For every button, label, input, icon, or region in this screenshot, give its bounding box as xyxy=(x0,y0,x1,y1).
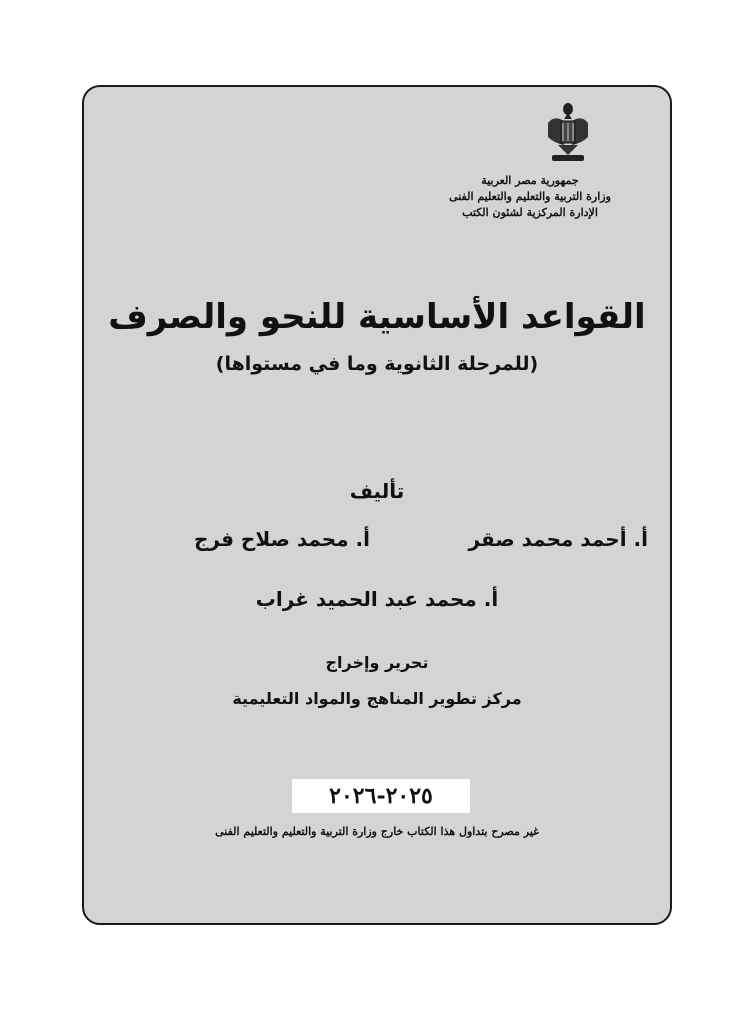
ministry-header xyxy=(420,173,640,221)
book-subtitle: (للمرحلة الثانوية وما في مستواها) xyxy=(215,353,539,375)
ministry-line-country: جمهورية مصر العربية xyxy=(481,174,579,187)
author-name: أ. محمد عبد الحميد غراب xyxy=(255,587,499,611)
cover-card xyxy=(82,85,672,925)
authorship-label: تأليف xyxy=(349,479,405,503)
editing-center: مركز تطوير المناهج والمواد التعليمية xyxy=(232,689,522,708)
ministry-line-ministry: وزارة التربية والتعليم والتعليم الفنى xyxy=(449,190,611,203)
academic-year: ٢٠٢٥-٢٠٢٦ xyxy=(292,779,470,813)
author-name: أ. أحمد محمد صقر xyxy=(468,527,648,551)
ministry-line-department: الإدارة المركزية لشئون الكتب xyxy=(462,206,598,219)
egypt-eagle-emblem-icon xyxy=(544,101,592,165)
distribution-notice: غير مصرح بتداول هذا الكتاب خارج وزارة التربية والتعليم والتعليم الفنى xyxy=(215,825,539,838)
book-title: القواعد الأساسية للنحو والصرف xyxy=(108,297,646,337)
author-name: أ. محمد صلاح فرج xyxy=(194,527,370,551)
editing-label: تحرير وإخراج xyxy=(325,653,429,672)
